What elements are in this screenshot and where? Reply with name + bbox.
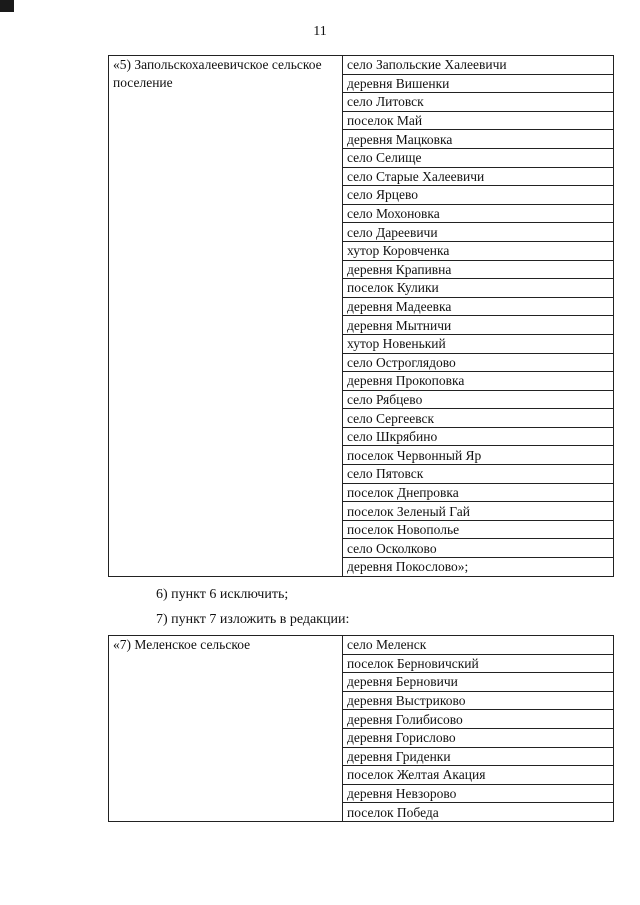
settlement-cell: поселок Днепровка: [343, 483, 614, 502]
settlement-cell: село Осколково: [343, 539, 614, 558]
settlements-table-5: [108, 55, 614, 577]
paragraph-7: 7) пункт 7 изложить в редакции:: [156, 612, 350, 627]
settlement-cell: поселок Червонный Яр: [343, 446, 614, 465]
settlement-cell: деревня Берновичи: [343, 673, 614, 692]
settlement-cell: село Шкрябино: [343, 427, 614, 446]
settlement-cell: деревня Прокоповка: [343, 372, 614, 391]
settlement-cell: поселок Желтая Акация: [343, 766, 614, 785]
settlement-cell: деревня Покослово»;: [343, 558, 614, 577]
settlement-cell: село Меленск: [343, 636, 614, 655]
page-number: 11: [313, 24, 327, 39]
settlement-cell: хутор Коровченка: [343, 241, 614, 260]
paragraph-6: 6) пункт 6 исключить;: [156, 587, 289, 602]
settlement-cell: село Рябцево: [343, 390, 614, 409]
settlement-cell: поселок Берновичский: [343, 654, 614, 673]
table-row: [109, 636, 614, 655]
settlement-cell: деревня Горислово: [343, 728, 614, 747]
settlements-table-7: [108, 635, 614, 822]
settlement-cell: деревня Мадеевка: [343, 297, 614, 316]
settlement-cell: деревня Мацковка: [343, 130, 614, 149]
settlement-cell: село Старые Халеевичи: [343, 167, 614, 186]
settlement-cell: деревня Выстриково: [343, 691, 614, 710]
district-name-cell: «7) Меленское сельское: [109, 636, 343, 822]
settlement-cell: село Литовск: [343, 93, 614, 112]
settlement-cell: деревня Мытничи: [343, 316, 614, 335]
table-row: [109, 56, 614, 75]
scan-corner-mark: [0, 0, 14, 12]
settlement-cell: село Запольские Халеевичи: [343, 56, 614, 75]
settlement-cell: поселок Новополье: [343, 520, 614, 539]
settlement-cell: село Остроглядово: [343, 353, 614, 372]
settlement-cell: деревня Гриденки: [343, 747, 614, 766]
settlement-cell: поселок Победа: [343, 803, 614, 822]
settlement-cell: село Дареевичи: [343, 223, 614, 242]
settlement-cell: село Ярцево: [343, 186, 614, 205]
settlement-cell: село Сергеевск: [343, 409, 614, 428]
settlement-cell: поселок Зеленый Гай: [343, 502, 614, 521]
district-name-cell: «5) Запольскохалеевичское сельское поселение: [109, 56, 343, 577]
settlement-cell: село Пятовск: [343, 465, 614, 484]
settlement-cell: село Селище: [343, 148, 614, 167]
settlement-cell: деревня Вишенки: [343, 74, 614, 93]
settlement-cell: хутор Новенький: [343, 334, 614, 353]
settlement-cell: село Мохоновка: [343, 204, 614, 223]
settlement-cell: поселок Май: [343, 111, 614, 130]
settlement-cell: поселок Кулики: [343, 279, 614, 298]
settlement-cell: деревня Голибисово: [343, 710, 614, 729]
settlement-cell: деревня Невзорово: [343, 784, 614, 803]
settlement-cell: деревня Крапивна: [343, 260, 614, 279]
